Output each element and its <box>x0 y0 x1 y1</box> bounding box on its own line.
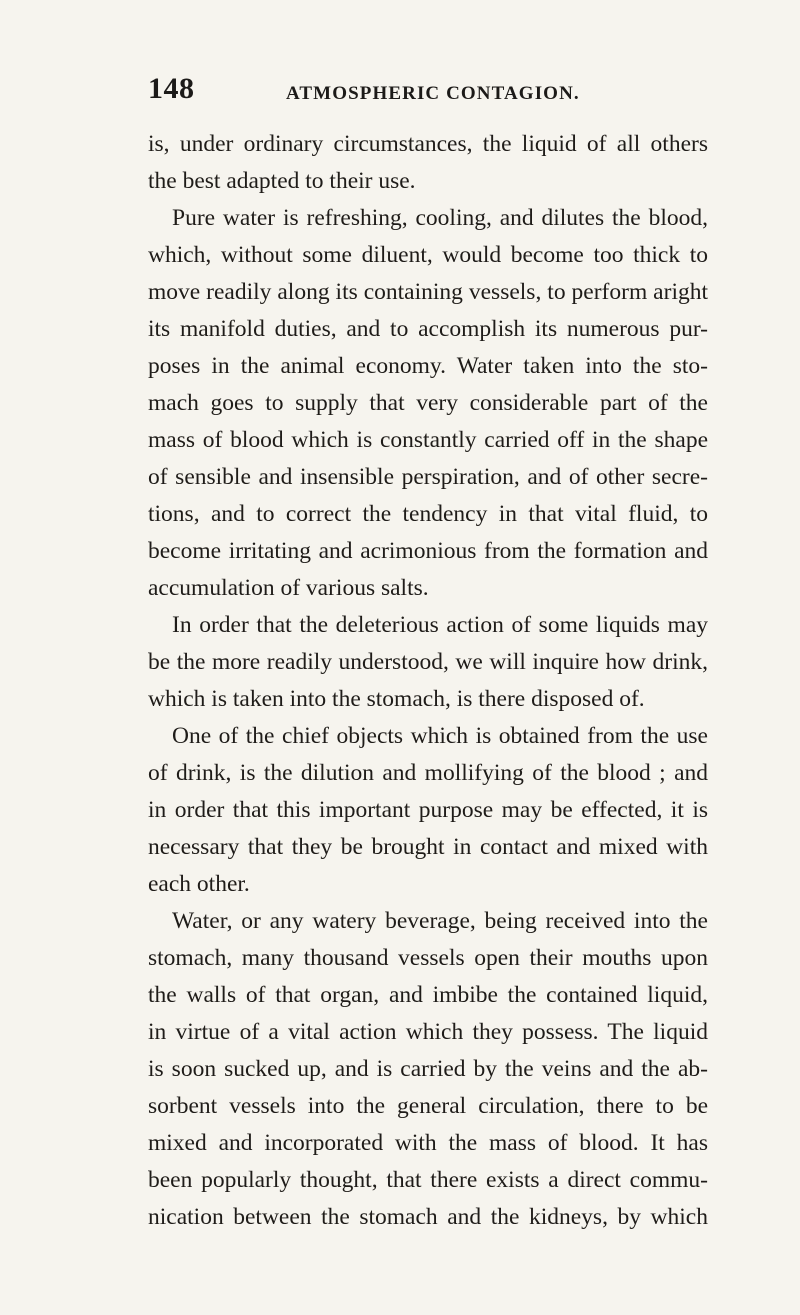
text-line: in virtue of a vital action which they possess. The liquid <box>148 1019 708 1045</box>
text-line: which, without some diluent, would become too thick to <box>148 242 708 268</box>
text-line: necessary that they be brought in contact and mixed with <box>148 834 708 860</box>
text-line: which is taken into the stomach, is there disposed of. <box>148 686 645 712</box>
text-line: stomach, many thousand vessels open their mouths upon <box>148 945 708 971</box>
text-line: be the more readily understood, we will inquire how drink, <box>148 649 708 675</box>
text-line: of drink, is the dilution and mollifying of the blood ; and <box>148 760 708 786</box>
text-line: the walls of that organ, and imbibe the contained liquid, <box>148 982 708 1008</box>
text-line: Pure water is refreshing, cooling, and dilutes the blood, <box>172 205 708 231</box>
text-line: Water, or any watery beverage, being received into the <box>172 908 708 934</box>
text-line: tions, and to correct the tendency in that vital fluid, to <box>148 501 708 527</box>
text-line: each other. <box>148 871 250 897</box>
text-line: mach goes to supply that very considerable part of the <box>148 390 708 416</box>
text-line: the best adapted to their use. <box>148 168 416 194</box>
text-line: poses in the animal economy. Water taken into the sto- <box>148 353 708 379</box>
text-line: In order that the deleterious action of some liquids may <box>172 612 708 638</box>
text-line: of sensible and insensible perspiration, and of other secre- <box>148 464 708 490</box>
text-line: One of the chief objects which is obtained from the use <box>172 723 708 749</box>
text-line: is soon sucked up, and is carried by the veins and the ab- <box>148 1056 708 1082</box>
text-line: mixed and incorporated with the mass of blood. It has <box>148 1130 708 1156</box>
text-line: nication between the stomach and the kidneys, by which <box>148 1204 708 1230</box>
page-header <box>148 72 708 112</box>
text-line: become irritating and acrimonious from the formation and <box>148 538 708 564</box>
text-line: sorbent vessels into the general circulation, there to be <box>148 1093 708 1119</box>
text-line: mass of blood which is constantly carried off in the shape <box>148 427 708 453</box>
body-text <box>148 126 708 1236</box>
text-line: in order that this important purpose may be effected, it is <box>148 797 708 823</box>
text-line: been popularly thought, that there exists a direct commu- <box>148 1167 708 1193</box>
running-title: ATMOSPHERIC CONTAGION. <box>286 83 580 104</box>
text-line: move readily along its containing vessels, to perform aright <box>148 279 708 305</box>
page-number: 148 <box>148 72 195 105</box>
text-line: accumulation of various salts. <box>148 575 429 601</box>
text-line: its manifold duties, and to accomplish its numerous pur- <box>148 316 708 342</box>
text-line: is, under ordinary circumstances, the liquid of all others <box>148 131 708 157</box>
